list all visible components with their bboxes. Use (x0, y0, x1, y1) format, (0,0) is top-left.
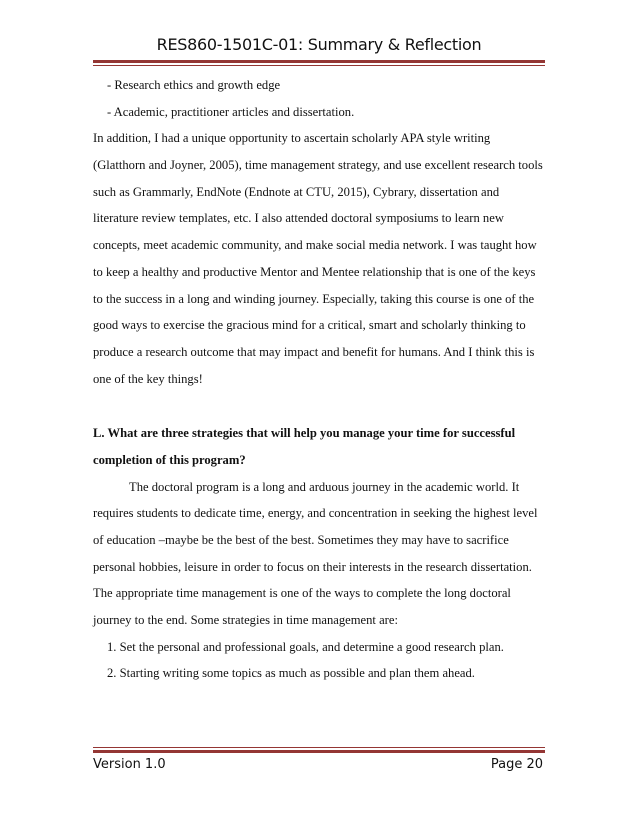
strategy-item: 1. Set the personal and professional goals, and determine a good research plan. (107, 639, 504, 654)
bullet-item: - Academic, practitioner articles and dissertation. (107, 104, 355, 119)
document-body (93, 72, 553, 687)
paragraph-line: of education –maybe be the best of the best. Sometimes they may have to sacrifice (93, 533, 509, 547)
paragraph-line: such as Grammarly, EndNote (Endnote at CTU, 2015), Cybrary, dissertation and (93, 184, 500, 199)
page-header-title: RES860-1501C-01: Summary & Reflection (156, 35, 482, 54)
paragraph-line: (Glatthorn and Joyner, 2005), time management strategy, and use excellent research tools (93, 158, 543, 173)
footer-rule-thick (93, 750, 545, 753)
paragraph-line: The doctoral program is a long and arduous journey in the academic world. It (129, 479, 520, 494)
footer-rule-thin (93, 747, 545, 748)
header-rule-thin (93, 65, 545, 66)
footer-page-number: Page 20 (490, 757, 543, 772)
paragraph-line: requires students to dedicate time, energy, and concentration in seeking the highest level (93, 506, 538, 521)
paragraph-line: to the success in a long and winding journey. Especially, taking this course is one of the (93, 291, 535, 306)
strategy-item: 2. Starting writing some topics as much as possible and plan them ahead. (107, 666, 475, 681)
paragraph-line: journey to the end. Some strategies in time management are: (93, 613, 398, 628)
paragraph-line: In addition, I had a unique opportunity to ascertain scholarly APA style writing (93, 131, 491, 146)
blank-line (93, 392, 553, 420)
bullet-item: - Research ethics and growth edge (107, 78, 281, 92)
paragraph-line: produce a research outcome that may impact and benefit for humans. And I think this is (93, 344, 535, 359)
paragraph-line: literature review templates, etc. I also attended doctoral symposiums to learn new (93, 211, 504, 226)
paragraph-line: The appropriate time management is one of the ways to complete the long doctoral (93, 586, 511, 601)
paragraph-line: personal hobbies, leisure in order to focus on their interests in the research dissertation. (93, 559, 532, 574)
footer-version: Version 1.0 (93, 757, 166, 772)
paragraph-line: to keep a healthy and productive Mentor and Mentee relationship that is one of the keys (93, 264, 536, 279)
question-heading: L. What are three strategies that will help you manage your time for successful (93, 426, 516, 441)
paragraph-line: one of the key things! (93, 371, 203, 386)
question-heading: completion of this program? (93, 452, 246, 467)
paragraph-line: good ways to exercise the gracious mind for a critical, smart and scholarly thinking to (93, 318, 526, 333)
header-rule-thick (93, 60, 545, 63)
paragraph-line: concepts, meet academic community, and make social media network. I was taught how (93, 238, 537, 253)
